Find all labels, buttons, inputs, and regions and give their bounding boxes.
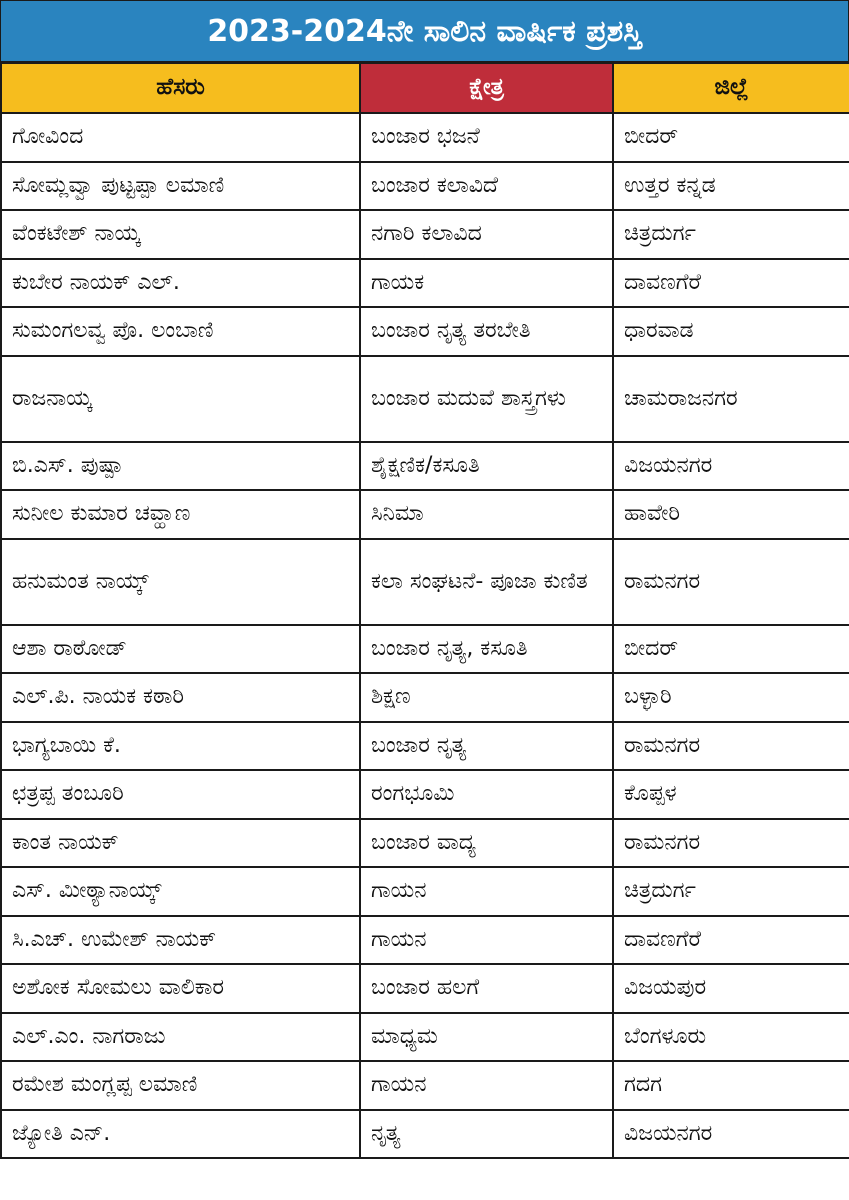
cell-district: ಚಿತ್ರದುರ್ಗ	[613, 867, 849, 916]
table-row	[1, 625, 849, 674]
cell-name: ಗೋವಿಂದ	[1, 113, 360, 162]
cell-name: ಅಶೋಕ ಸೋಮಲು ವಾಲಿಕಾರ	[1, 964, 360, 1013]
cell-district: ಚಿತ್ರದುರ್ಗ	[613, 210, 849, 259]
cell-name: ಹನುಮಂತ ನಾಯ್ಕ್	[1, 539, 360, 625]
cell-name: ಜ್ಯೋತಿ ಎನ್.	[1, 1110, 360, 1159]
cell-name: ಆಶಾ ರಾಠೋಡ್	[1, 625, 360, 674]
cell-name: ಸಿ.ಎಚ್. ಉಮೇಶ್ ನಾಯಕ್	[1, 916, 360, 965]
column-header-name: ಹೆಸರು	[1, 63, 360, 113]
cell-name: ಛತ್ರಪ್ಪ ತಂಬೂರಿ	[1, 770, 360, 819]
cell-field: ಸಿನಿಮಾ	[360, 490, 613, 539]
cell-field: ಗಾಯನ	[360, 867, 613, 916]
cell-field: ಬಂಜಾರ ವಾದ್ಯ	[360, 819, 613, 868]
cell-field: ಬಂಜಾರ ನೃತ್ಯ ತರಬೇತಿ	[360, 307, 613, 356]
cell-name: ವೆಂಕಟೇಶ್ ನಾಯ್ಕ	[1, 210, 360, 259]
cell-name: ಸುಮಂಗಲವ್ವ ಪೊ. ಲಂಬಾಣಿ	[1, 307, 360, 356]
column-header-district: ಜಿಲ್ಲೆ	[613, 63, 849, 113]
cell-district: ಹಾವೇರಿ	[613, 490, 849, 539]
cell-district: ಉತ್ತರ ಕನ್ನಡ	[613, 162, 849, 211]
cell-field: ನೃತ್ಯ	[360, 1110, 613, 1159]
awardees-table	[0, 62, 849, 1159]
table-row	[1, 539, 849, 625]
cell-district: ಬಳ್ಳಾರಿ	[613, 673, 849, 722]
cell-district: ಚಾಮರಾಜನಗರ	[613, 356, 849, 442]
cell-name: ಸುನೀಲ ಕುಮಾರ ಚವ್ಹಾಣ	[1, 490, 360, 539]
table-row	[1, 210, 849, 259]
cell-name: ಕುಬೇರ ನಾಯಕ್ ಎಲ್.	[1, 259, 360, 308]
cell-district: ವಿಜಯನಗರ	[613, 442, 849, 491]
cell-field: ನಗಾರಿ ಕಲಾವಿದ	[360, 210, 613, 259]
cell-field: ಬಂಜಾರ ಭಜನೆ	[360, 113, 613, 162]
cell-district: ರಾಮನಗರ	[613, 722, 849, 771]
table-row	[1, 490, 849, 539]
cell-district: ದಾವಣಗೆರೆ	[613, 916, 849, 965]
cell-district: ರಾಮನಗರ	[613, 819, 849, 868]
cell-district: ಬೀದರ್	[613, 625, 849, 674]
cell-district: ಕೊಪ್ಪಳ	[613, 770, 849, 819]
cell-field: ಶಿಕ್ಷಣ	[360, 673, 613, 722]
cell-name: ರಾಜನಾಯ್ಕ	[1, 356, 360, 442]
cell-field: ಗಾಯನ	[360, 916, 613, 965]
cell-field: ಬಂಜಾರ ನೃತ್ಯ	[360, 722, 613, 771]
cell-field: ಬಂಜಾರ ಕಲಾವಿದೆ	[360, 162, 613, 211]
table-row	[1, 1061, 849, 1110]
table-row	[1, 162, 849, 211]
cell-field: ಗಾಯನ	[360, 1061, 613, 1110]
cell-field: ಶೈಕ್ಷಣಿಕ/ಕಸೂತಿ	[360, 442, 613, 491]
cell-name: ರಮೇಶ ಮಂಗ್ಲಪ್ಪ ಲಮಾಣಿ	[1, 1061, 360, 1110]
cell-district: ಗದಗ	[613, 1061, 849, 1110]
table-row	[1, 673, 849, 722]
table-row	[1, 356, 849, 442]
cell-field: ಬಂಜಾರ ನೃತ್ಯ, ಕಸೂತಿ	[360, 625, 613, 674]
table-row	[1, 442, 849, 491]
cell-district: ಧಾರವಾಡ	[613, 307, 849, 356]
cell-district: ಬೆಂಗಳೂರು	[613, 1013, 849, 1062]
cell-district: ವಿಜಯಪುರ	[613, 964, 849, 1013]
cell-name: ಎಲ್.ಎಂ. ನಾಗರಾಜು	[1, 1013, 360, 1062]
table-row	[1, 259, 849, 308]
table-row	[1, 916, 849, 965]
cell-field: ಗಾಯಕ	[360, 259, 613, 308]
cell-name: ಸೋಮ್ಲವ್ವಾ ಪುಟ್ಟಪ್ಪಾ ಲಮಾಣಿ	[1, 162, 360, 211]
table-row	[1, 113, 849, 162]
cell-name: ಎಲ್.ಪಿ. ನಾಯಕ ಕಠಾರಿ	[1, 673, 360, 722]
cell-field: ಮಾಧ್ಯಮ	[360, 1013, 613, 1062]
page-title: 2023-2024ನೇ ಸಾಲಿನ ವಾರ್ಷಿಕ ಪ್ರಶಸ್ತಿ	[0, 0, 849, 62]
cell-name: ಎಸ್. ಮೀಠ್ಯಾನಾಯ್ಕ್	[1, 867, 360, 916]
table-row	[1, 867, 849, 916]
table-row	[1, 1013, 849, 1062]
cell-district: ವಿಜಯನಗರ	[613, 1110, 849, 1159]
cell-field: ರಂಗಭೂಮಿ	[360, 770, 613, 819]
table-row	[1, 770, 849, 819]
cell-field: ಕಲಾ ಸಂಘಟನೆ- ಪೂಜಾ ಕುಣಿತ	[360, 539, 613, 625]
column-header-field: ಕ್ಷೇತ್ರ	[360, 63, 613, 113]
cell-name: ಬಿ.ಎಸ್. ಪುಷ್ಪಾ	[1, 442, 360, 491]
cell-district: ಬೀದರ್	[613, 113, 849, 162]
table-row	[1, 1110, 849, 1159]
table-row	[1, 964, 849, 1013]
table-row	[1, 722, 849, 771]
cell-name: ಭಾಗ್ಯಬಾಯಿ ಕೆ.	[1, 722, 360, 771]
table-header-row	[1, 63, 849, 113]
cell-name: ಕಾಂತ ನಾಯಕ್	[1, 819, 360, 868]
cell-district: ದಾವಣಗೆರೆ	[613, 259, 849, 308]
cell-field: ಬಂಜಾರ ಹಲಗೆ	[360, 964, 613, 1013]
table-row	[1, 307, 849, 356]
cell-field: ಬಂಜಾರ ಮದುವೆ ಶಾಸ್ತ್ರಗಳು	[360, 356, 613, 442]
cell-district: ರಾಮನಗರ	[613, 539, 849, 625]
table-row	[1, 819, 849, 868]
